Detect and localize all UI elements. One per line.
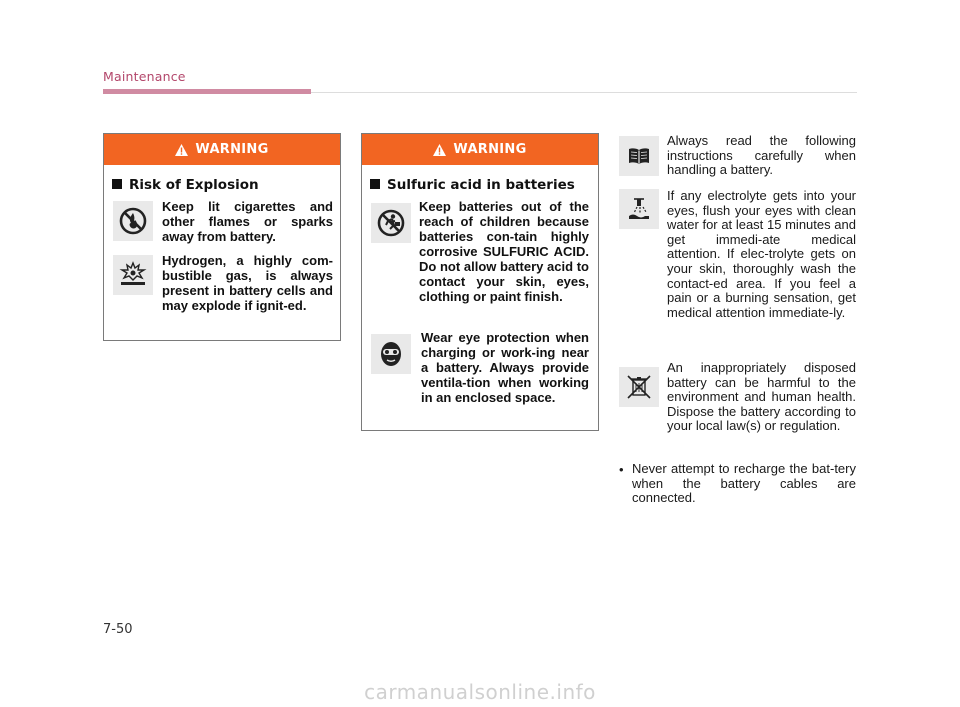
instruction-text: Always read the following instructions carefully when handling a battery. — [667, 133, 856, 178]
warning-text: Wear eye protection when charging or work-ing near a battery. Always provide ventila-tion when working in an enclosed space. — [421, 330, 589, 405]
icon-tile — [113, 201, 153, 241]
warning-text: Hydrogen, a highly com-bustible gas, is always present in battery cells and may explode if ignit-ed. — [162, 253, 333, 313]
page-number: 7-50 — [103, 622, 133, 637]
bullet-text: Never attempt to recharge the bat-tery when the battery cables are connected. — [632, 461, 856, 506]
section-title: Maintenance — [103, 69, 186, 84]
bullet-marker: • — [619, 462, 624, 477]
crossed-bin-icon — [624, 372, 654, 402]
warning-label: WARNING — [453, 142, 527, 157]
header-rule — [311, 92, 857, 93]
warning-text: Keep lit cigarettes and other flames or sparks away from battery. — [162, 199, 333, 244]
warning-label: WARNING — [195, 142, 269, 157]
warning-heading-explosion: Risk of Explosion — [112, 177, 259, 193]
eye-protection-icon — [376, 339, 406, 369]
warning-triangle-icon — [175, 144, 188, 156]
icon-tile — [619, 189, 659, 229]
icon-tile — [619, 136, 659, 176]
warning-header — [362, 134, 598, 165]
watermark: carmanualsonline.info — [364, 680, 596, 704]
warning-text: Keep batteries out of the reach of children because batteries con-tain highly corrosive SULFURIC ACID. Do not allow battery acid to contact your skin, eyes, clothing or paint finish. — [419, 199, 589, 304]
warning-header — [104, 134, 340, 165]
icon-tile — [371, 203, 411, 243]
keep-away-children-icon — [376, 208, 406, 238]
manual-book-icon — [624, 141, 654, 171]
icon-tile — [619, 367, 659, 407]
icon-tile — [371, 334, 411, 374]
header-accent-rule — [103, 89, 311, 94]
instruction-text: An inappropriately disposed battery can be harmful to the environment and human health. Dispose the battery according to your local law(s) or regulation. — [667, 360, 856, 434]
instruction-text: If any electrolyte gets into your eyes, flush your eyes with clean water for at least 15 minutes and get immedi-ate medical attention. If elec-trolyte gets on your skin, thoroughly wash the contact-ed area. If you feel a pain or a burning sensation, get medical attention immediate-ly. — [667, 188, 856, 320]
no-flame-icon — [118, 206, 148, 236]
warning-heading-sulfuric-acid: Sulfuric acid in batteries — [370, 177, 575, 193]
icon-tile — [113, 255, 153, 295]
explosion-icon — [118, 260, 148, 290]
acid-rinse-icon — [624, 194, 654, 224]
warning-triangle-icon — [433, 144, 446, 156]
